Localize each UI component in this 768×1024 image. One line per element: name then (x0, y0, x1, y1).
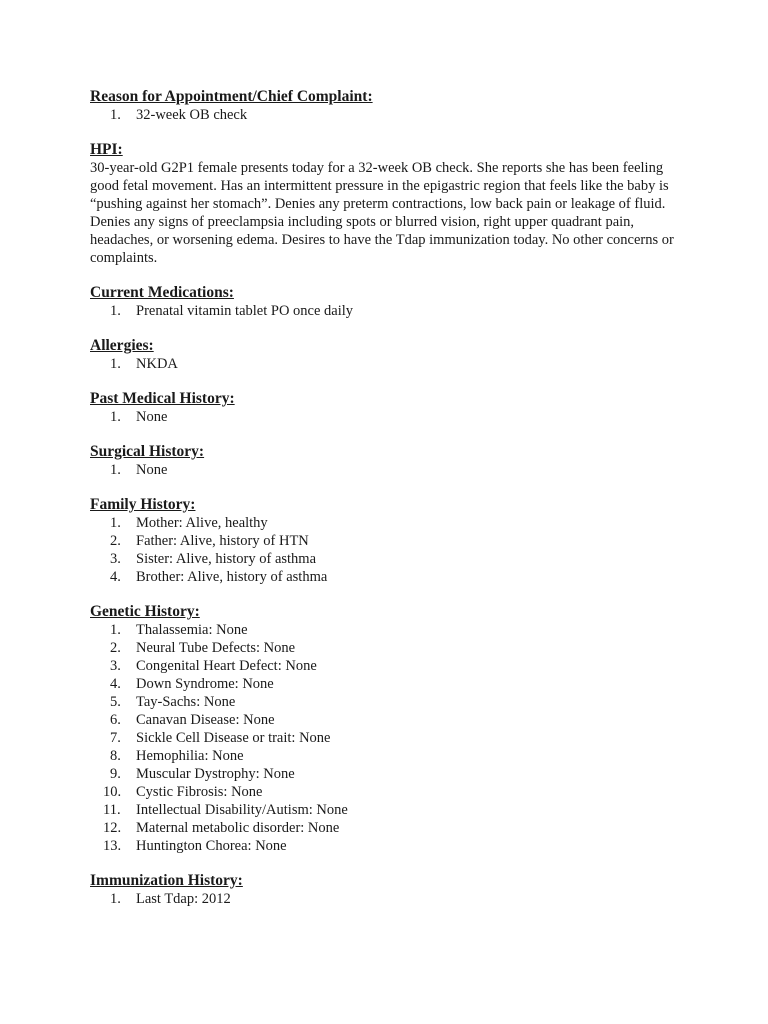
list-item: 4. Brother: Alive, history of asthma (110, 569, 328, 585)
list-item: 11. Intellectual Disability/Autism: None (103, 802, 348, 818)
list-item: 1. 32-week OB check (110, 107, 248, 123)
heading-pmh: Past Medical History: (90, 390, 235, 407)
list-pmh (90, 408, 680, 426)
heading-allergies: Allergies: (90, 337, 154, 354)
list-item: 4. Down Syndrome: None (110, 676, 274, 692)
section-reason (90, 88, 680, 124)
list-item: 1. NKDA (110, 356, 178, 372)
list-family (90, 514, 680, 586)
list-item: 2. Father: Alive, history of HTN (110, 533, 309, 549)
list-item: 3. Sister: Alive, history of asthma (110, 551, 317, 567)
list-item: 12. Maternal metabolic disorder: None (103, 820, 340, 836)
hpi-text: 30-year-old G2P1 female presents today for a 32-week OB check. She reports she has been feeling good fetal movement. Has an intermittent pressure in the epigastric region that feels like the baby is “pushing against her stomach”. Denies any preterm contractions, low back pain or leakage of fluid. Denies any signs of preeclampsia including spots or blurred vision, right upper quadrant pain, headaches, or worsening edema. Desires to have the Tdap immunization today. No other concerns or complaints. (90, 160, 674, 266)
list-item: 1. None (110, 462, 168, 478)
heading-medications: Current Medications: (90, 284, 234, 301)
list-item: 9. Muscular Dystrophy: None (110, 766, 295, 782)
list-item: 2. Neural Tube Defects: None (110, 640, 296, 656)
document-page (90, 88, 680, 908)
list-item: 3. Congenital Heart Defect: None (110, 658, 317, 674)
section-genetic (90, 603, 680, 855)
list-allergies (90, 355, 680, 373)
list-item: 13. Huntington Chorea: None (103, 838, 287, 854)
list-medications (90, 302, 680, 320)
list-reason (90, 106, 680, 124)
heading-hpi: HPI: (90, 141, 123, 158)
list-item: 5. Tay-Sachs: None (110, 694, 236, 710)
section-allergies (90, 337, 680, 373)
list-item: 8. Hemophilia: None (110, 748, 244, 764)
list-item: 1. Last Tdap: 2012 (110, 891, 231, 907)
list-surgical (90, 461, 680, 479)
heading-genetic: Genetic History: (90, 603, 200, 620)
heading-family: Family History: (90, 496, 196, 513)
list-immunization (90, 890, 680, 908)
list-item: 10. Cystic Fibrosis: None (103, 784, 263, 800)
section-pmh (90, 390, 680, 426)
heading-reason: Reason for Appointment/Chief Complaint: (90, 88, 373, 105)
list-item: 1. None (110, 409, 168, 425)
list-item: 1. Mother: Alive, healthy (110, 515, 268, 531)
list-item: 1. Prenatal vitamin tablet PO once daily (110, 303, 354, 319)
section-surgical (90, 443, 680, 479)
list-genetic (90, 621, 680, 855)
section-hpi (90, 141, 680, 267)
section-immunization (90, 872, 680, 908)
section-family (90, 496, 680, 586)
heading-surgical: Surgical History: (90, 443, 205, 460)
section-medications (90, 284, 680, 320)
list-item: 7. Sickle Cell Disease or trait: None (110, 730, 331, 746)
list-item: 1. Thalassemia: None (110, 622, 248, 638)
heading-immunization: Immunization History: (90, 872, 243, 889)
list-item: 6. Canavan Disease: None (110, 712, 275, 728)
